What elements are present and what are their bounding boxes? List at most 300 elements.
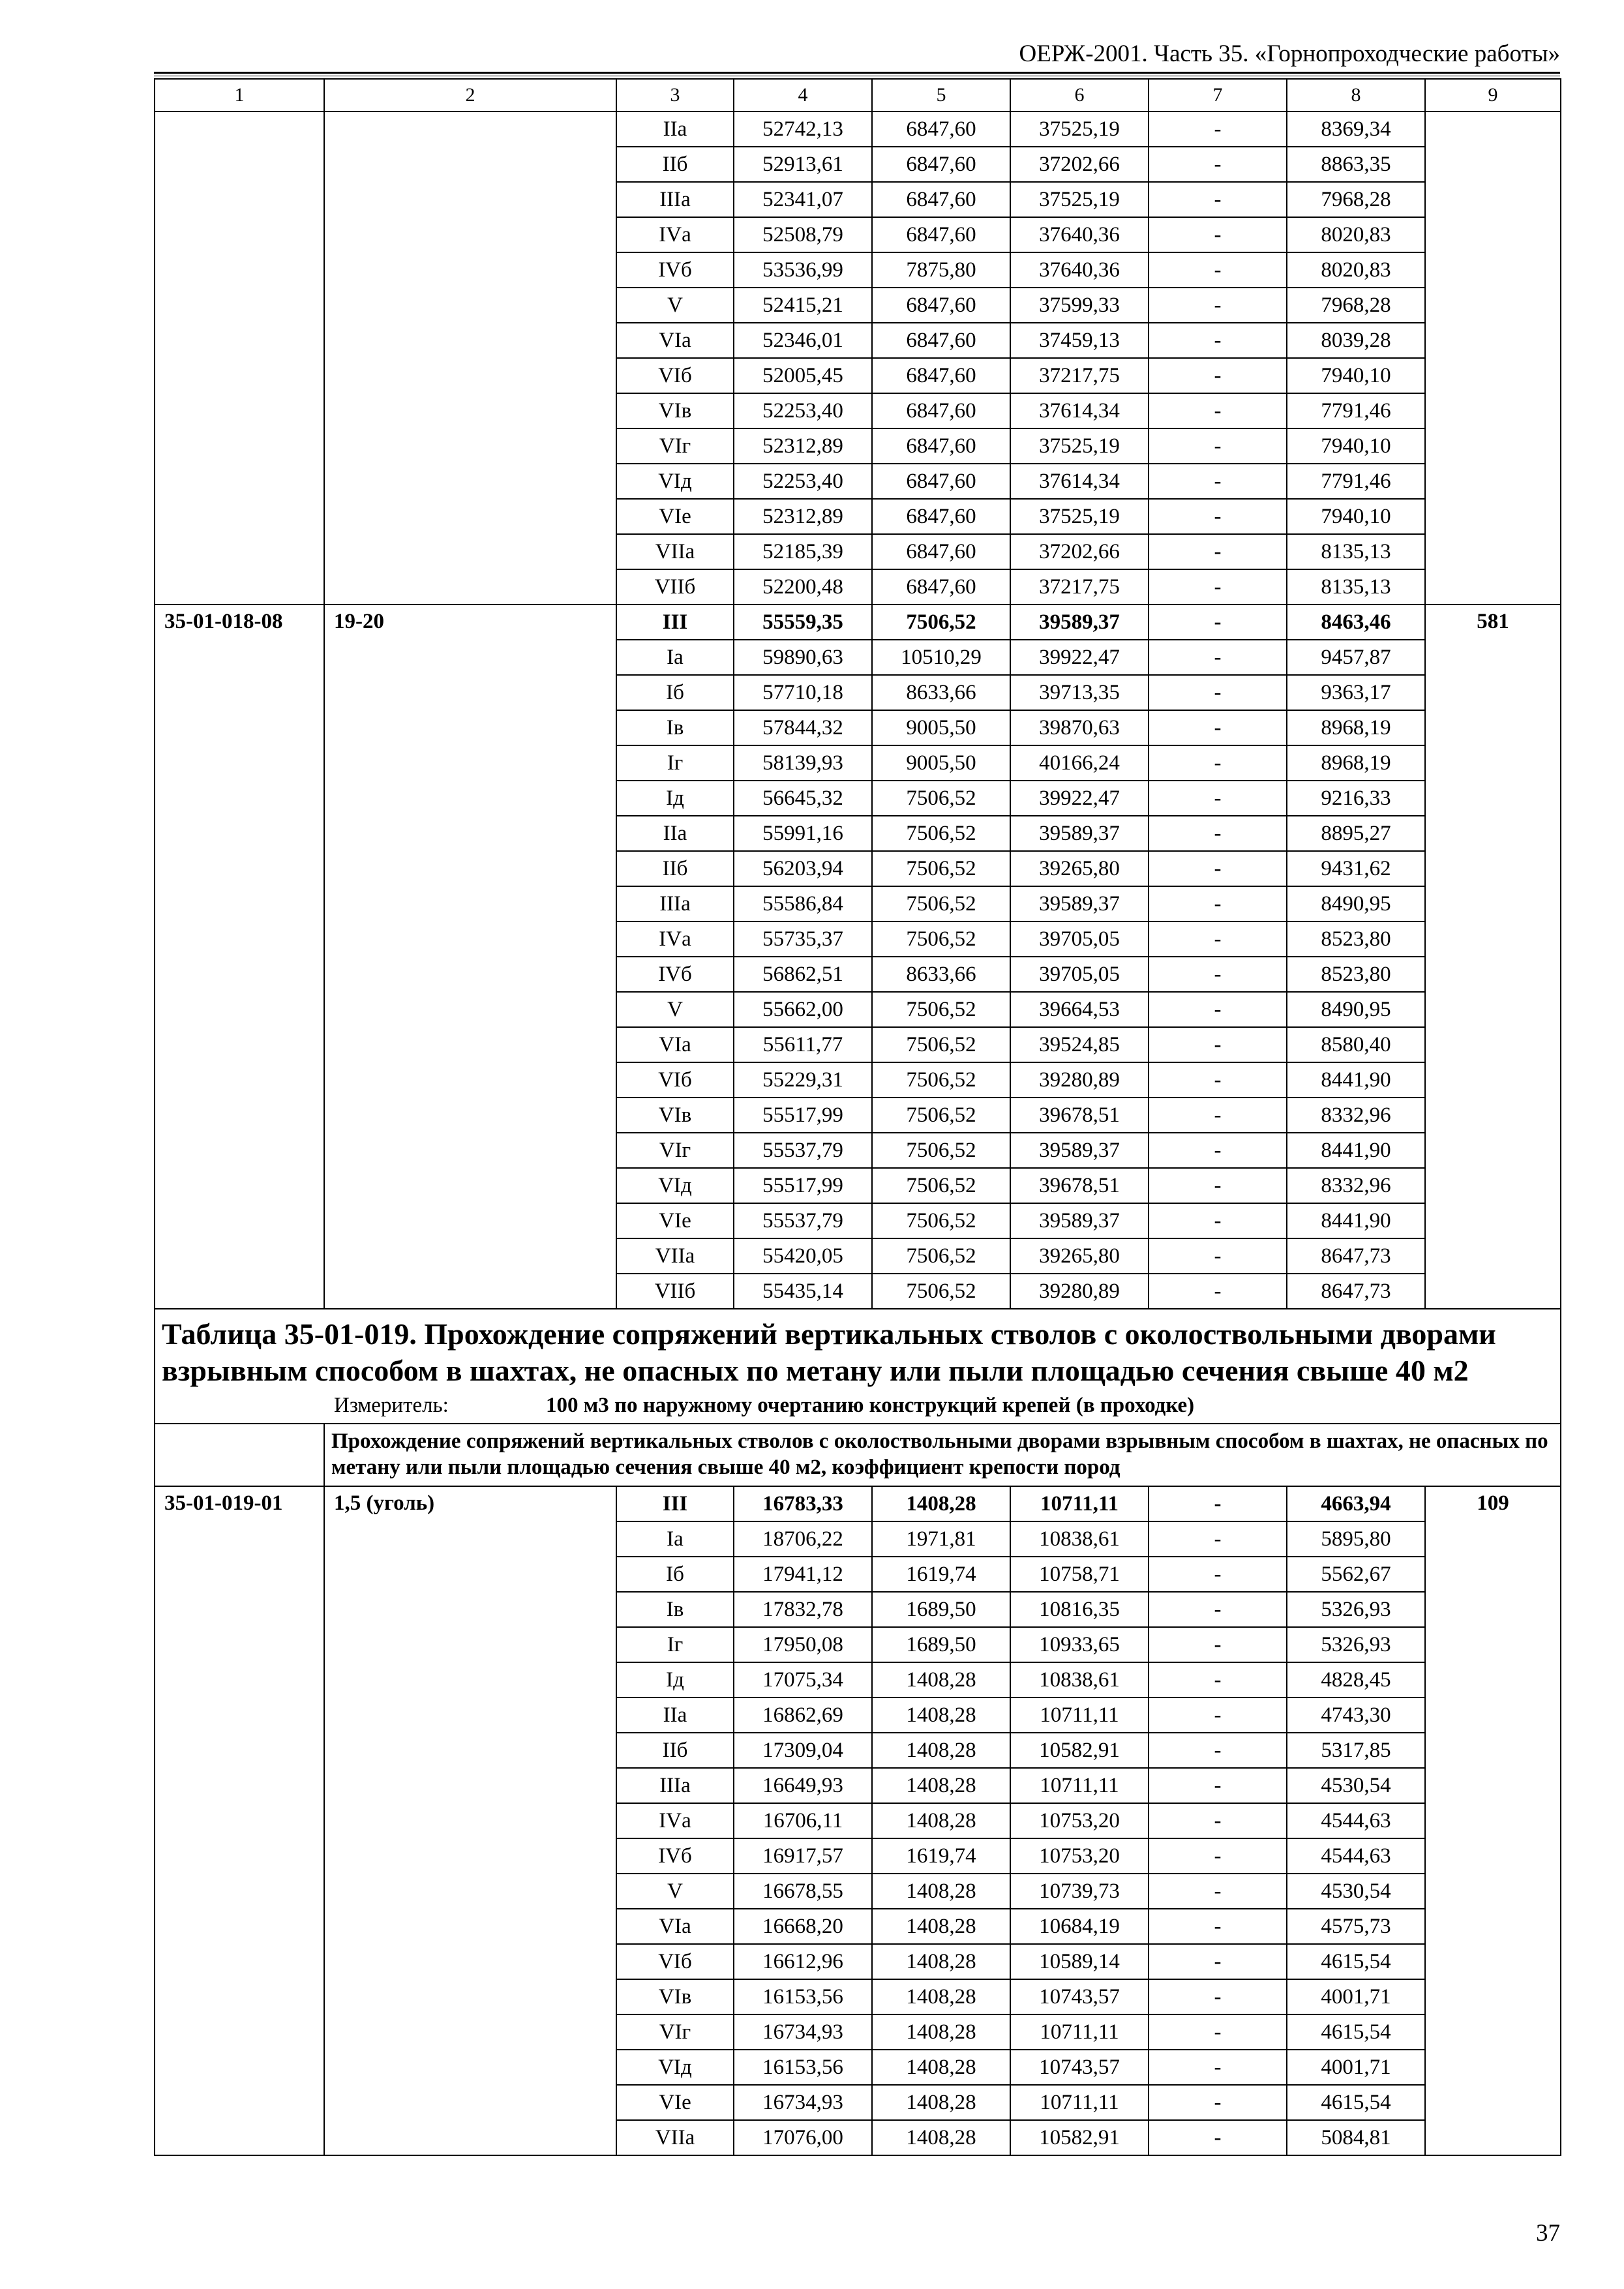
table-cell: 7506,52 <box>872 921 1010 957</box>
table-cell: - <box>1149 2120 1287 2155</box>
table-cell: - <box>1149 1098 1287 1133</box>
table-cell: 55229,31 <box>734 1062 872 1098</box>
table-cell: - <box>1149 605 1287 640</box>
table-cell: VIб <box>616 1944 734 1979</box>
table-cell: 55537,79 <box>734 1133 872 1168</box>
table-cell: - <box>1149 428 1287 464</box>
table-cell: VIе <box>616 1203 734 1238</box>
table-cell: IIа <box>616 816 734 851</box>
table-cell: - <box>1149 323 1287 358</box>
table-cell: 6847,60 <box>872 534 1010 569</box>
page-number: 37 <box>1536 2220 1560 2247</box>
table-cell: 52913,61 <box>734 147 872 182</box>
table-cell: 8968,19 <box>1287 710 1425 745</box>
table-cell: 1408,28 <box>872 2050 1010 2085</box>
table-cell: 16153,56 <box>734 1979 872 2014</box>
empty-cell <box>155 112 324 605</box>
table-cell: 10933,65 <box>1010 1627 1149 1662</box>
table-cell: 6847,60 <box>872 358 1010 393</box>
table-cell: 5326,93 <box>1287 1627 1425 1662</box>
table-cell: 55517,99 <box>734 1168 872 1203</box>
table-cell: - <box>1149 1062 1287 1098</box>
table-cell: - <box>1149 1274 1287 1309</box>
table-cell: 10711,11 <box>1010 2085 1149 2120</box>
table-cell: VIд <box>616 2050 734 2085</box>
table-cell: 37525,19 <box>1010 182 1149 217</box>
table-cell: 8332,96 <box>1287 1168 1425 1203</box>
table-cell: 57710,18 <box>734 675 872 710</box>
table-cell: 4001,71 <box>1287 2050 1425 2085</box>
table-cell: 7791,46 <box>1287 393 1425 428</box>
table-cell: 8441,90 <box>1287 1203 1425 1238</box>
table-cell: 1408,28 <box>872 1803 1010 1838</box>
rate-value: 581 <box>1425 605 1561 1309</box>
table-cell: - <box>1149 710 1287 745</box>
table-cell: Iб <box>616 675 734 710</box>
table-cell: VIг <box>616 428 734 464</box>
table-cell: 8580,40 <box>1287 1027 1425 1062</box>
table-cell: 52312,89 <box>734 499 872 534</box>
table-cell: - <box>1149 816 1287 851</box>
table-cell: - <box>1149 1133 1287 1168</box>
table-cell: - <box>1149 851 1287 886</box>
table-cell: - <box>1149 1803 1287 1838</box>
table-cell: 39705,05 <box>1010 921 1149 957</box>
table-cell: - <box>1149 1944 1287 1979</box>
table-cell: - <box>1149 1557 1287 1592</box>
table-cell: VIIб <box>616 569 734 605</box>
table-cell: 7875,80 <box>872 252 1010 288</box>
table-cell: 55420,05 <box>734 1238 872 1274</box>
table-cell: 4663,94 <box>1287 1486 1425 1521</box>
table-cell: 52253,40 <box>734 393 872 428</box>
table-cell: - <box>1149 781 1287 816</box>
table-cell: 10711,11 <box>1010 1486 1149 1521</box>
table-cell: V <box>616 288 734 323</box>
table-cell: 8647,73 <box>1287 1274 1425 1309</box>
table-cell: 6847,60 <box>872 499 1010 534</box>
table-cell: VIд <box>616 1168 734 1203</box>
table-cell: 39524,85 <box>1010 1027 1149 1062</box>
table-cell: 39589,37 <box>1010 1133 1149 1168</box>
table-cell: 8968,19 <box>1287 745 1425 781</box>
table-cell: 10711,11 <box>1010 1698 1149 1733</box>
table-cell: 16153,56 <box>734 2050 872 2085</box>
column-number: 1 <box>155 79 324 112</box>
table-cell: 59890,63 <box>734 640 872 675</box>
table-cell: 6847,60 <box>872 428 1010 464</box>
table-cell: 57844,32 <box>734 710 872 745</box>
table-cell: - <box>1149 393 1287 428</box>
table-cell: VIд <box>616 464 734 499</box>
table-cell: 16706,11 <box>734 1803 872 1838</box>
table-cell: 37640,36 <box>1010 252 1149 288</box>
table-cell: V <box>616 1874 734 1909</box>
table-cell: 4544,63 <box>1287 1838 1425 1874</box>
table-cell: 56862,51 <box>734 957 872 992</box>
table-cell: - <box>1149 886 1287 921</box>
table-cell: 1408,28 <box>872 1979 1010 2014</box>
table-cell: - <box>1149 358 1287 393</box>
table-cell: 4615,54 <box>1287 1944 1425 1979</box>
table-cell: 16612,96 <box>734 1944 872 1979</box>
table-cell: IIIа <box>616 182 734 217</box>
table-cell: - <box>1149 921 1287 957</box>
table-cell: IIа <box>616 112 734 147</box>
empty-cell <box>155 1424 324 1486</box>
table-cell: 6847,60 <box>872 393 1010 428</box>
table-cell: - <box>1149 1662 1287 1698</box>
table-cell: 37202,66 <box>1010 534 1149 569</box>
table-cell: 4615,54 <box>1287 2014 1425 2050</box>
table-cell: 7506,52 <box>872 851 1010 886</box>
table-cell: Iд <box>616 1662 734 1698</box>
header-rule <box>154 72 1560 74</box>
table-cell: Iд <box>616 781 734 816</box>
rate-code: 35-01-019-01 <box>155 1486 324 2155</box>
table-cell: IVб <box>616 1838 734 1874</box>
table-cell: 9005,50 <box>872 745 1010 781</box>
table-cell: 39922,47 <box>1010 640 1149 675</box>
table-cell: 39589,37 <box>1010 1203 1149 1238</box>
table-cell: VIIа <box>616 2120 734 2155</box>
table-cell: 7506,52 <box>872 781 1010 816</box>
table-cell: 8895,27 <box>1287 816 1425 851</box>
table-cell: 7940,10 <box>1287 358 1425 393</box>
rate-parameter: 19-20 <box>324 605 616 1309</box>
table-cell: Iв <box>616 710 734 745</box>
table-cell: - <box>1149 640 1287 675</box>
table-cell: 7506,52 <box>872 1133 1010 1168</box>
table-cell: 16734,93 <box>734 2085 872 2120</box>
table-cell: 8441,90 <box>1287 1062 1425 1098</box>
table-cell: - <box>1149 2014 1287 2050</box>
table-cell: 16917,57 <box>734 1838 872 1874</box>
table-cell: 10582,91 <box>1010 1733 1149 1768</box>
table-cell: 5326,93 <box>1287 1592 1425 1627</box>
table-cell: 55991,16 <box>734 816 872 851</box>
table-cell: 8135,13 <box>1287 534 1425 569</box>
table-cell: 37525,19 <box>1010 428 1149 464</box>
table-cell: VIв <box>616 1098 734 1133</box>
table-cell: 55611,77 <box>734 1027 872 1062</box>
table-cell: - <box>1149 534 1287 569</box>
table-cell: 8039,28 <box>1287 323 1425 358</box>
table-cell: 5895,80 <box>1287 1521 1425 1557</box>
table-cell: 52508,79 <box>734 217 872 252</box>
table-body <box>155 79 1561 2155</box>
table-cell: - <box>1149 182 1287 217</box>
table-cell: 7506,52 <box>872 1168 1010 1203</box>
table-cell: 10510,29 <box>872 640 1010 675</box>
table-cell: 10838,61 <box>1010 1521 1149 1557</box>
table-cell: - <box>1149 1168 1287 1203</box>
table-cell: 37202,66 <box>1010 147 1149 182</box>
table-cell: 39705,05 <box>1010 957 1149 992</box>
table-cell: 1408,28 <box>872 1944 1010 1979</box>
table-cell: - <box>1149 112 1287 147</box>
table-cell: - <box>1149 2085 1287 2120</box>
table-cell: - <box>1149 1768 1287 1803</box>
table-cell: 8633,66 <box>872 675 1010 710</box>
table-cell: - <box>1149 464 1287 499</box>
table-cell: 16783,33 <box>734 1486 872 1521</box>
table-cell: 9457,87 <box>1287 640 1425 675</box>
table-cell: 37459,13 <box>1010 323 1149 358</box>
table-cell: - <box>1149 2050 1287 2085</box>
table-cell: 10684,19 <box>1010 1909 1149 1944</box>
table-cell: - <box>1149 217 1287 252</box>
table-cell: 6847,60 <box>872 147 1010 182</box>
table-cell: VIIа <box>616 534 734 569</box>
table-cell: Iб <box>616 1557 734 1592</box>
table-cell: 4743,30 <box>1287 1698 1425 1733</box>
table-cell: 37614,34 <box>1010 393 1149 428</box>
table-row <box>155 112 1561 147</box>
table-cell: IIа <box>616 1698 734 1733</box>
table-cell: 6847,60 <box>872 323 1010 358</box>
table-cell: - <box>1149 499 1287 534</box>
table-cell: 7506,52 <box>872 816 1010 851</box>
table-cell: 39922,47 <box>1010 781 1149 816</box>
table-cell: 1408,28 <box>872 2085 1010 2120</box>
column-number: 5 <box>872 79 1010 112</box>
table-cell: 39280,89 <box>1010 1274 1149 1309</box>
table-cell: - <box>1149 147 1287 182</box>
table-cell: 1619,74 <box>872 1838 1010 1874</box>
table-cell: - <box>1149 1592 1287 1627</box>
table-cell: 10753,20 <box>1010 1838 1149 1874</box>
table-cell: 10838,61 <box>1010 1662 1149 1698</box>
table-cell: 1408,28 <box>872 2120 1010 2155</box>
table-cell: 17076,00 <box>734 2120 872 2155</box>
column-number: 2 <box>324 79 616 112</box>
table-cell: 4575,73 <box>1287 1909 1425 1944</box>
table-cell: 39870,63 <box>1010 710 1149 745</box>
table-cell: 6847,60 <box>872 182 1010 217</box>
table-cell: 39265,80 <box>1010 1238 1149 1274</box>
column-number-row <box>155 79 1561 112</box>
table-cell: 9216,33 <box>1287 781 1425 816</box>
table-cell: - <box>1149 1733 1287 1768</box>
table-cell: 52185,39 <box>734 534 872 569</box>
table-cell: 8863,35 <box>1287 147 1425 182</box>
table-cell: 10743,57 <box>1010 2050 1149 2085</box>
table-cell: 6847,60 <box>872 288 1010 323</box>
table-cell: 16649,93 <box>734 1768 872 1803</box>
table-cell: 6847,60 <box>872 464 1010 499</box>
table-cell: 39265,80 <box>1010 851 1149 886</box>
table-cell: 39280,89 <box>1010 1062 1149 1098</box>
table-cell: 58139,93 <box>734 745 872 781</box>
table-subtitle: Прохождение сопряжений вертикальных стволов с околоствольными дворами взрывным способом в шахтах, не опасных по метану или пыли площадью сечения свыше 40 м2, коэффициент крепости пород <box>324 1424 1561 1486</box>
table-cell: IIIа <box>616 1768 734 1803</box>
table-cell: 37640,36 <box>1010 217 1149 252</box>
table-cell: 4615,54 <box>1287 2085 1425 2120</box>
table-cell: - <box>1149 1203 1287 1238</box>
table-title: Таблица 35-01-019. Прохождение сопряжений вертикальных стволов с околоствольными дворами взрывным способом в шахтах, не опасных по метану или пыли площадью сечения свыше 40 м2 <box>162 1317 1496 1387</box>
table-cell: - <box>1149 288 1287 323</box>
table-cell: 6847,60 <box>872 569 1010 605</box>
table-cell: VIIа <box>616 1238 734 1274</box>
table-cell: 1408,28 <box>872 1486 1010 1521</box>
column-number: 9 <box>1425 79 1561 112</box>
table-cell: 10711,11 <box>1010 1768 1149 1803</box>
table-cell: 1408,28 <box>872 1733 1010 1768</box>
table-cell: 17309,04 <box>734 1733 872 1768</box>
table-cell: 53536,99 <box>734 252 872 288</box>
table-cell: 37217,75 <box>1010 569 1149 605</box>
table-cell: 4530,54 <box>1287 1874 1425 1909</box>
table-cell: 8441,90 <box>1287 1133 1425 1168</box>
table-cell: VIг <box>616 1133 734 1168</box>
table-cell: VIб <box>616 1062 734 1098</box>
table-cell: VIе <box>616 499 734 534</box>
table-cell: VIб <box>616 358 734 393</box>
table-cell: 1971,81 <box>872 1521 1010 1557</box>
table-cell: 1619,74 <box>872 1557 1010 1592</box>
table-cell: - <box>1149 992 1287 1027</box>
table-cell: 39678,51 <box>1010 1098 1149 1133</box>
table-cell: III <box>616 605 734 640</box>
table-cell: - <box>1149 252 1287 288</box>
rate-code: 35-01-018-08 <box>155 605 324 1309</box>
table-cell: VIв <box>616 393 734 428</box>
page-header: ОЕРЖ-2001. Часть 35. «Горнопроходческие работы» <box>1019 40 1560 67</box>
table-cell: Iг <box>616 1627 734 1662</box>
table-cell: VIв <box>616 1979 734 2014</box>
table-cell: 9363,17 <box>1287 675 1425 710</box>
table-cell: 37525,19 <box>1010 499 1149 534</box>
table-cell: 9431,62 <box>1287 851 1425 886</box>
table-cell: 8523,80 <box>1287 921 1425 957</box>
table-cell: - <box>1149 675 1287 710</box>
table-cell: 8332,96 <box>1287 1098 1425 1133</box>
column-number: 3 <box>616 79 734 112</box>
table-cell: 8490,95 <box>1287 886 1425 921</box>
table-cell: 7506,52 <box>872 1062 1010 1098</box>
table-cell: IVа <box>616 921 734 957</box>
table-cell: 52253,40 <box>734 464 872 499</box>
table-cell: 10753,20 <box>1010 1803 1149 1838</box>
table-cell: 4828,45 <box>1287 1662 1425 1698</box>
column-number: 8 <box>1287 79 1425 112</box>
table-cell: 7791,46 <box>1287 464 1425 499</box>
table-cell: IIб <box>616 851 734 886</box>
table-cell: 1408,28 <box>872 1768 1010 1803</box>
table-cell: - <box>1149 1979 1287 2014</box>
table-cell: - <box>1149 1027 1287 1062</box>
table-cell: 40166,24 <box>1010 745 1149 781</box>
table-cell: 10739,73 <box>1010 1874 1149 1909</box>
table-cell: 7506,52 <box>872 605 1010 640</box>
table-cell: 55435,14 <box>734 1274 872 1309</box>
table-cell: IVб <box>616 252 734 288</box>
table-title-row <box>155 1309 1561 1424</box>
measure-label: Измеритель: <box>334 1394 449 1417</box>
table-cell: - <box>1149 1698 1287 1733</box>
table-cell: 8020,83 <box>1287 252 1425 288</box>
table-cell: 7506,52 <box>872 992 1010 1027</box>
table-cell: 5562,67 <box>1287 1557 1425 1592</box>
table-cell: 8490,95 <box>1287 992 1425 1027</box>
table-cell: 8523,80 <box>1287 957 1425 992</box>
table-cell: 4544,63 <box>1287 1803 1425 1838</box>
table-cell: 55735,37 <box>734 921 872 957</box>
table-cell: VIIб <box>616 1274 734 1309</box>
rate-parameter: 1,5 (уголь) <box>324 1486 616 2155</box>
empty-cell <box>324 112 616 605</box>
table-cell: 7506,52 <box>872 1238 1010 1274</box>
table-cell: 39589,37 <box>1010 605 1149 640</box>
table-cell: 7506,52 <box>872 1274 1010 1309</box>
table-cell: 8647,73 <box>1287 1238 1425 1274</box>
table-cell: VIе <box>616 2085 734 2120</box>
table-cell: 7506,52 <box>872 886 1010 921</box>
table-cell: 16734,93 <box>734 2014 872 2050</box>
table-cell: 6847,60 <box>872 112 1010 147</box>
table-cell: 7506,52 <box>872 1027 1010 1062</box>
table-cell: 10743,57 <box>1010 1979 1149 2014</box>
table-cell: - <box>1149 745 1287 781</box>
table-cell: IIб <box>616 1733 734 1768</box>
table-title-cell <box>155 1309 1561 1424</box>
table-cell: 55586,84 <box>734 886 872 921</box>
table-cell: 8020,83 <box>1287 217 1425 252</box>
table-cell: 52742,13 <box>734 112 872 147</box>
table-cell: 37614,34 <box>1010 464 1149 499</box>
table-cell: IIб <box>616 147 734 182</box>
table-cell: 56645,32 <box>734 781 872 816</box>
table-cell: 1408,28 <box>872 1698 1010 1733</box>
table-cell: 52346,01 <box>734 323 872 358</box>
table-cell: IVа <box>616 217 734 252</box>
table-cell: 5084,81 <box>1287 2120 1425 2155</box>
table-cell: 10589,14 <box>1010 1944 1149 1979</box>
table-cell: 55517,99 <box>734 1098 872 1133</box>
table-cell: 39589,37 <box>1010 886 1149 921</box>
table-cell: 52005,45 <box>734 358 872 393</box>
table-cell: 55537,79 <box>734 1203 872 1238</box>
table-cell: 1689,50 <box>872 1592 1010 1627</box>
table-cell: Iа <box>616 640 734 675</box>
table-cell: 37217,75 <box>1010 358 1149 393</box>
table-cell: 39664,53 <box>1010 992 1149 1027</box>
table-cell: 55559,35 <box>734 605 872 640</box>
table-cell: IVа <box>616 1803 734 1838</box>
table-cell: 4001,71 <box>1287 1979 1425 2014</box>
table-cell: - <box>1149 1838 1287 1874</box>
table-cell: 7506,52 <box>872 1203 1010 1238</box>
table-cell: VIа <box>616 1027 734 1062</box>
table-cell: 39713,35 <box>1010 675 1149 710</box>
table-cell: 1689,50 <box>872 1627 1010 1662</box>
column-number: 7 <box>1149 79 1287 112</box>
table-cell: 7968,28 <box>1287 288 1425 323</box>
table-cell: 39678,51 <box>1010 1168 1149 1203</box>
table-cell: IIIа <box>616 886 734 921</box>
table-cell: 52312,89 <box>734 428 872 464</box>
column-number: 6 <box>1010 79 1149 112</box>
table-cell: Iа <box>616 1521 734 1557</box>
table-cell: - <box>1149 1238 1287 1274</box>
table-cell: 17941,12 <box>734 1557 872 1592</box>
table-cell: 16862,69 <box>734 1698 872 1733</box>
table-cell: 37599,33 <box>1010 288 1149 323</box>
table-cell: - <box>1149 957 1287 992</box>
table-cell: V <box>616 992 734 1027</box>
table-cell: - <box>1149 1521 1287 1557</box>
